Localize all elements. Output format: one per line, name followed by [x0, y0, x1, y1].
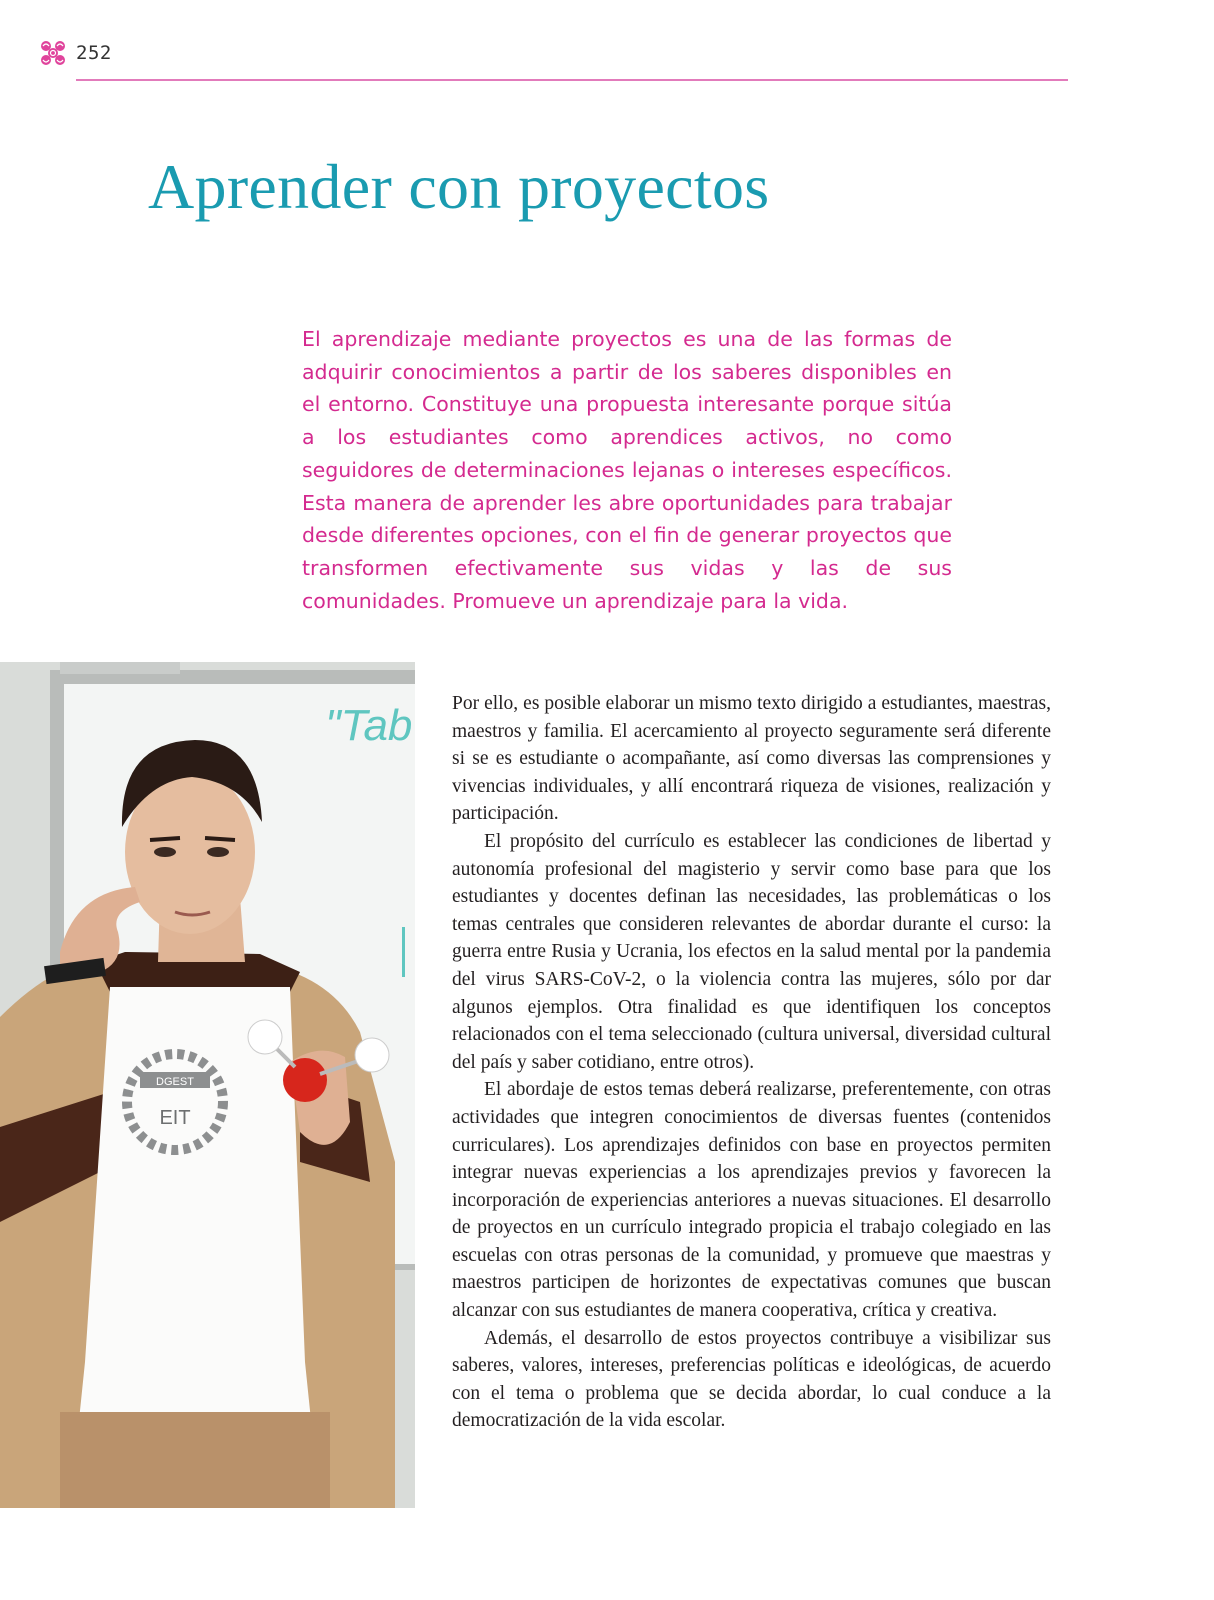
decorative-flower-icon — [38, 38, 68, 68]
page-title: Aprender con proyectos — [148, 151, 770, 222]
page-header — [38, 36, 1068, 72]
shirt-logo-text: DGEST — [156, 1076, 194, 1088]
page-number: 252 — [76, 42, 112, 64]
intro-paragraph: El aprendizaje mediante proyectos es una de las formas de adquirir conocimientos a partir de los saberes disponibles en el entorno. Constituye una propuesta interesante porque sitúa a los estudiantes como aprendices activos, no como seguidores de determinaciones lejanas o intereses específicos. Esta manera de aprender les abre oportunidades para trabajar desde diferentes opciones, con el fin de generar proyectos que transformen efectivamente sus vidas y las de sus comunidades. Promueve un aprendizaje para la vida. — [302, 327, 952, 613]
shirt-emblem-text: EIT — [159, 1107, 191, 1129]
body-text — [452, 690, 1051, 1435]
header-rule — [76, 79, 1068, 81]
body-paragraph: El propósito del currículo es establecer las condiciones de libertad y autonomía profesional del magisterio y servir como base para que los estudiantes y docentes definan las necesidades, las problemáticas o los temas centrales que consideren relevantes de abordar durante el curso: la guerra entre Rusia y Ucrania, los efectos en la salud mental por la pandemia del virus SARS-CoV-2, o la violencia contra las mujeres, sólo por dar algunos ejemplos. Otra finalidad es que identifiquen los conceptos relacionados con el tema seleccionado (cultura universal, diversidad cultural del país y saber cotidiano, entre otros). — [452, 830, 1051, 1073]
whiteboard-text: "Tab — [325, 701, 413, 750]
student-illustration — [0, 662, 415, 1508]
body-paragraph: Además, el desarrollo de estos proyectos contribuye a visibilizar sus saberes, valores, intereses, preferencias políticas e ideológicas, de acuerdo con el tema o problema que se decida abordar, lo cual conduce a la democratización de la vida escolar. — [452, 1327, 1051, 1432]
body-paragraph: Por ello, es posible elaborar un mismo texto dirigido a estudiantes, maestras, maestros y familia. El acercamiento al proyecto seguramente será diferente si se es estudiante o acompañante, así como diversas las comprensiones y vivencias individuales, y allí encontrará riqueza de visiones, realización y participación. — [452, 693, 1051, 825]
student-photo — [0, 662, 415, 1508]
body-paragraph: El abordaje de estos temas deberá realizarse, preferentemente, con otras actividades que integren conocimientos de diversas fuentes (contenidos curriculares). Los aprendizajes definidos con base en proyectos permiten integrar nuevas experiencias a los aprendizajes previos y favorecen la incorporación de experiencias anteriores a nuevas situaciones. El desarrollo de proyectos en un currículo integrado propicia el trabajo colegiado en las escuelas con otras personas de la comunidad, y promueve que maestras y maestros participen de horizontes de expectativas comunes que buscan alcanzar con sus estudiantes de manera cooperativa, crítica y creativa. — [452, 1079, 1051, 1322]
